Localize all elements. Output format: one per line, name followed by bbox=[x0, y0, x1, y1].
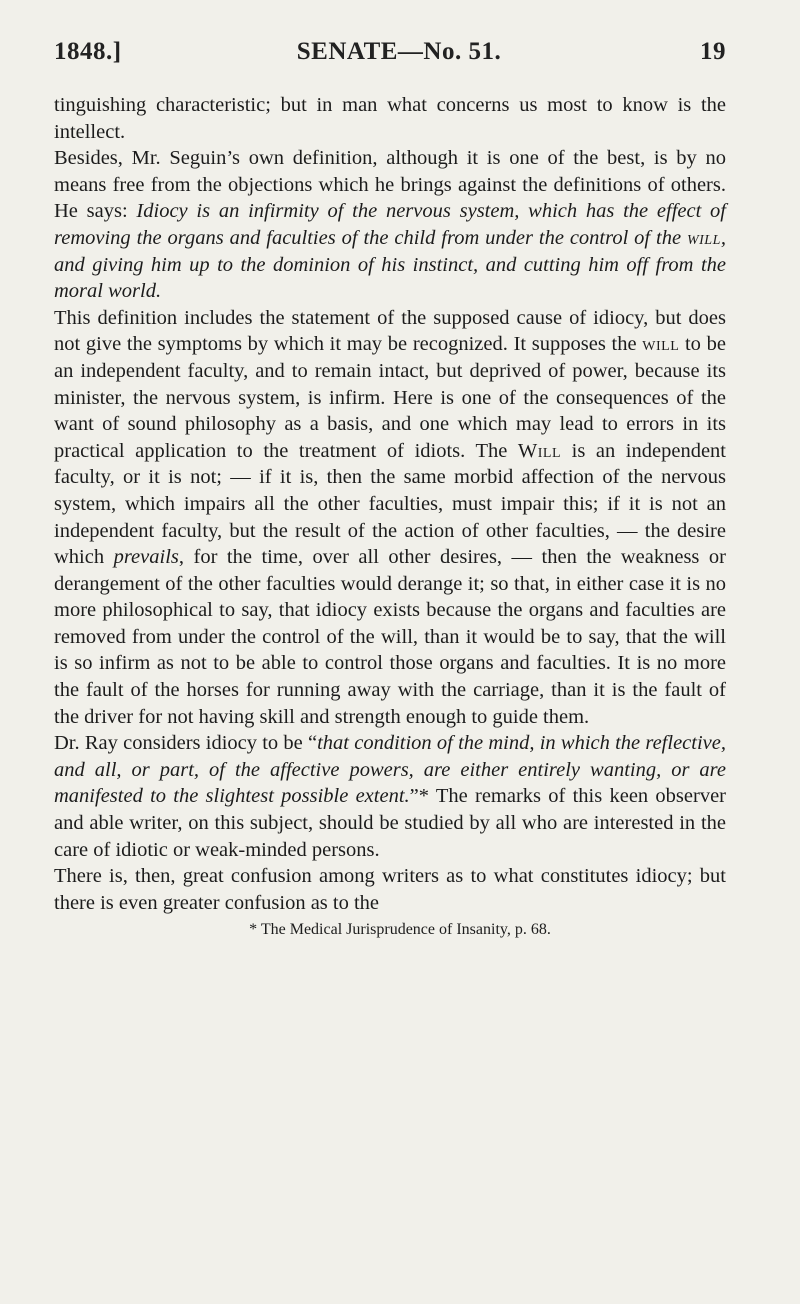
ray-definition-quote: that condition of the mind, in which the reflective, and all, or part, of the affective powers, are either entirely wanting, or are manifested to the slightest possible extent. bbox=[54, 732, 726, 808]
prevails-italic: prevails bbox=[113, 546, 179, 569]
paragraph-4-text-a: Dr. Ray considers idiocy to be “ bbox=[54, 732, 318, 755]
seguin-definition-quote: Idiocy is an infirmity of the nervous system, which has the effect of removing the organs and faculties of the child from under the control of the bbox=[54, 200, 726, 249]
paragraph-1: tinguishing characteristic; but in man what concerns us most to know is the intellect. bbox=[54, 94, 726, 143]
paragraph-2 bbox=[54, 145, 726, 305]
paragraph-3-text-e: is an independent faculty, or it is not; — if it is, then the same morbid affection of the nervous system, which impairs all the other faculties, must impair this; if it is not an independent faculty, but the result of the action of other faculties, — the desire which bbox=[54, 439, 726, 569]
will-small-caps: will bbox=[686, 226, 721, 249]
paragraph-3 bbox=[54, 305, 726, 731]
paragraph-3-text-c: to be an independent faculty, and to remain intact, but deprived of power, because its minister, the nervous system, is infirm. Here is one of the consequences of the want of sound philosophy as a basis, and one which may lead to errors in its practical application to the treatment of idiots. The bbox=[54, 333, 726, 462]
footnote: * The Medical Jurisprudence of Insanity, p. 68. bbox=[249, 921, 551, 939]
page-header bbox=[54, 38, 726, 82]
header-year: 1848.] bbox=[54, 38, 122, 65]
paragraph-2-text-a: Besides, Mr. Seguin’s own definition, although it is one of the best, is by no means free from the objections which he brings against the definitions of others. He says: bbox=[54, 147, 726, 223]
header-title: SENATE—No. 51. bbox=[296, 38, 502, 65]
paragraph-5: There is, then, great confusion among writers as to what constitutes idiocy; but there is even greater confusion as to the bbox=[54, 865, 726, 914]
paragraph-3-text-g: , for the time, over all other desires, — then the weakness or derangement of the other faculties would derange it; so that, in either case it is no more philosophical to say, that idiocy exists because the organs and faculties are removed from under the control of the will, than it would be to say, that the will is so infirm as not to be able to control those organs and faculties. It is no more the fault of the horses for running away with the carriage, than it is the fault of the driver for not having skill and strength enough to guide them. bbox=[54, 546, 726, 728]
page-number: 19 bbox=[700, 38, 726, 65]
will-small-caps-3: Will bbox=[517, 439, 562, 462]
paragraph-4 bbox=[54, 730, 726, 863]
paragraph-4-text-c: ”* The remarks of this keen observer and able writer, on this subject, should be studied by all who are interested in the care of idiotic or weak-minded persons. bbox=[54, 785, 726, 861]
will-small-caps-2: will bbox=[642, 333, 680, 356]
paragraph-3-text-a: This definition includes the statement of the supposed cause of idiocy, but does not give the symptoms by which it may be recognized. It supposes the bbox=[54, 306, 726, 356]
body-text bbox=[54, 92, 726, 916]
seguin-definition-quote-end: , and giving him up to the dominion of his instinct, and cutting him off from the moral world. bbox=[54, 226, 726, 303]
